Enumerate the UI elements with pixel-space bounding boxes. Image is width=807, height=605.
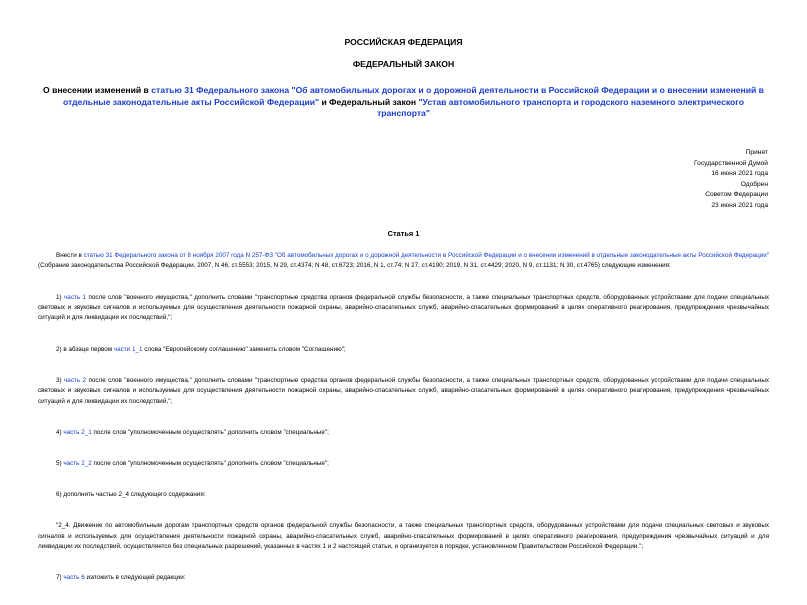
title-prefix: О внесении изменений в — [43, 85, 152, 95]
adoption-line: Советом Федерации — [705, 191, 768, 199]
law-type-heading: ФЕДЕРАЛЬНЫЙ ЗАКОН — [352, 59, 455, 69]
adoption-line: Принят — [745, 149, 768, 156]
law-title — [40, 85, 767, 120]
adoption-date: 23 июня 2021 года — [711, 201, 768, 209]
paragraph-item-3 — [38, 376, 769, 407]
link-part-6[interactable]: часть 6 — [63, 574, 85, 582]
paragraph-text: 4) — [56, 428, 64, 436]
adoption-block — [694, 148, 768, 212]
paragraph-new-part-2-4: "2_4. Движение по автомобильным дорогам транспортных средств органов федеральной службы безопасности, а также специальных транспортных средств, оборудованных устройствами для подачи специальных световых и звуковых сигналов и используемых для осуществления деятельности пожарной охраны, аварийно-спасательных служб, аварийно-спасательных формирований в целях оперативного реагирования, предупреждения чрезвычайных ситуаций и для ликвидации их последствий, осуществляется без специальных разрешений, указанных в частях 1 и 2 настоящей статьи, и организуется в порядке, установленном Правительством Российской Федерации."; — [38, 522, 769, 551]
article-body — [38, 251, 769, 605]
paragraph-text: после слов "военного имущества," дополнить словами "транспортные средства органов федеральной службы безопасности, а также специальных транспортных средств, оборудованных устройствами для подачи специальных световых и звуковых сигналов и используемых для осуществления деятельности пожарной охраны, аварийно-спасательных служб, аварийно-спасательных формирований в целях оперативного реагирования, предупреждения чрезвычайных ситуаций и для ликвидации их последствий,"; — [38, 293, 769, 322]
paragraph-item-2 — [38, 345, 769, 355]
link-part-2[interactable]: часть 2 — [64, 376, 87, 384]
title-link-transport-charter[interactable]: "Устав автомобильного транспорта и городского наземного электрического транспорта" — [377, 96, 745, 118]
adoption-line: Государственной Думой — [694, 159, 768, 167]
paragraph-text: 5) — [56, 460, 64, 468]
paragraph-text: 2) в абзаце первом — [56, 345, 114, 353]
paragraph-item-5 — [38, 459, 769, 469]
paragraph-text: 7) — [56, 574, 64, 582]
paragraph-item-4 — [38, 428, 769, 438]
link-part-2-1[interactable]: часть 2_1 — [63, 428, 92, 436]
link-part-1[interactable]: часть 1 — [64, 293, 87, 301]
paragraph-item-6: 6) дополнить частью 2_4 следующего содержания: — [56, 491, 206, 499]
link-article-31-law-257[interactable]: статью 31 Федерального закона от 8 ноября 2007 года N 257-ФЗ "Об автомобильных дорогах и о дорожной деятельности в Российской Федерации и о внесении изменений в отдельные законодательные акты Российской Федерации" — [83, 252, 769, 259]
title-link-article-31[interactable]: статью 31 Федерального закона "Об автомобильных дорогах и о дорожной деятельности в Российской Федерации и о внесении изменений в отдельные законодательные акты Российской Федерации" — [62, 85, 764, 107]
paragraph-text: 1) — [56, 293, 65, 301]
paragraph-text: после слов "военного имущества," дополнить словами "транспортные средства органов федеральной службы безопасности, а также специальных транспортных средств, оборудованных устройствами для подачи специальных световых и звуковых сигналов и используемых для осуществления деятельности пожарной охраны, аварийно-спасательных служб, аварийно-спасательных формирований в целях оперативного реагирования, предупреждения чрезвычайных ситуаций и для ликвидации их последствий,"; — [38, 376, 769, 405]
paragraph-text: слова "Европейскому соглашению" заменить словом "Соглашению"; — [142, 345, 346, 353]
paragraph-text: после слов "уполномоченным осуществлять" дополнить словом "специальные"; — [91, 428, 329, 436]
adoption-line: Одобрен — [740, 180, 768, 188]
paragraph-item-7 — [38, 573, 769, 583]
link-part-1-1[interactable]: части 1_1 — [113, 345, 143, 353]
paragraph-text: после слов "уполномоченным осуществлять" дополнить словом "специальные"; — [91, 460, 329, 468]
paragraph-text: 3) — [56, 376, 65, 384]
link-part-2-2[interactable]: часть 2_2 — [63, 460, 92, 468]
paragraph-item-1 — [38, 293, 769, 324]
paragraph-intro — [38, 251, 769, 272]
adoption-date: 16 июня 2021 года — [711, 170, 768, 178]
article-heading: Статья 1 — [387, 229, 420, 238]
title-middle: и Федеральный закон — [319, 96, 419, 107]
paragraph-text: изложить в следующей редакции: — [84, 574, 186, 582]
paragraph-text: (Собрание законодательства Российской Федерации, 2007, N 46, ст.5553; 2015, N 29, ст.4374; N 48, ст.6723; 2016, N 1, ст.74; N 27, ст.4190; 2019, N 31, ст.4429; 2020, N 9, ст.1131; N 30, ст.4765) следующие изменения: — [38, 262, 671, 270]
country-heading: РОССИЙСКАЯ ФЕДЕРАЦИЯ — [344, 37, 463, 47]
paragraph-text: Внести в — [56, 252, 84, 259]
